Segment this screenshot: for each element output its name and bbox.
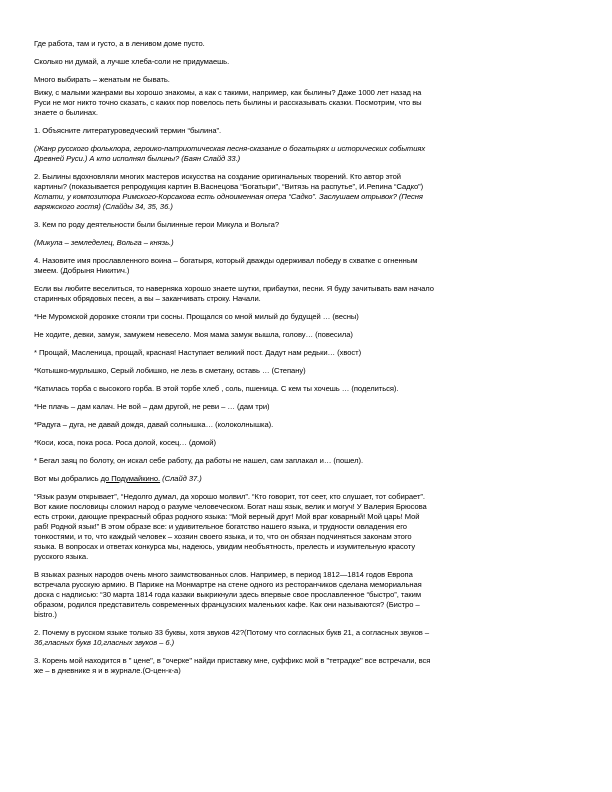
paragraph-line: образом, родился представитель современных французских маленьких кафе. Как они называются? (Бистро – [34,600,420,609]
section-link[interactable]: до Подумайкино. [100,474,161,483]
slide-ref: (Слайд 37.) [160,474,202,483]
answer-line: Кстати, у композитора Римского-Корсакова есть одноименная опера “Садко”. Заслушаем отрывок? (Песня [34,192,423,201]
paragraph-line: Если вы любите веселиться, то наверняка хорошо знаете шутки, прибаутки, песни. Я буду зачитывать вам начало [34,284,434,293]
paragraph-line: раб! Родной язык!” В этом образе все: и удивительное богатство нашего языка, и трудности овладения его [34,522,407,531]
paragraph-line: доска с надписью: “30 марта 1814 года казаки выкрикнули здесь впервые свое прославленное “быстро”, таким [34,590,422,599]
song-line: *Не плачь – дам калач. Не вой – дам другой, не реви – … (дам три) [34,402,270,411]
question-line: 2. Почему в русском языке только 33 буквы, хотя звуков 42?(Потому что согласных букв 21, а согласных звуков – [34,628,430,637]
paragraph-line: знаете о былинах. [34,108,98,117]
paragraph-line: “Язык разум открывает”, “Недолго думал, да хорошо молвил”. “Кто говорит, тот сеет, кто слушает, тот собирает”. [34,492,425,501]
song-line: *Катилась торба с высокого горба. В этой торбе хлеб , соль, пшеница. С кем ты хочешь … (поделиться). [34,384,399,393]
question-line: 3. Корень мой находится в " цене", в "очерке" найди приставку мне, суффикс мой в "тетрадке" все встречали, вся [34,656,431,665]
answer-line: 36,гласных букв 10,гласных звуков – 6.) [34,638,175,647]
answer-line: Древней Руси.) А кто исполнял былины? (Баян Слайд 33.) [34,154,241,163]
answer-line: (Микула – земледелец, Вольга – князь.) [34,238,174,247]
paragraph-line: Вижу, с малыми жанрами вы хорошо знакомы, а как с такими, например, как былины? Даже 1000 лет назад на [34,88,422,97]
section-line [34,474,579,484]
paragraph-line: встречала русскую армию. В Париже на Монмартре на стене одного из ресторанчиков сделана мемориальная [34,580,422,589]
paragraph-line: Руси не мог никто точно сказать, с каких пор повелось петь былины и рассказывать сказки. Посмотрим, что вы [34,98,422,107]
question-line: 3. Кем по роду деятельности были былинные герои Микула и Вольга? [34,220,279,229]
proverb-line: Где работа, там и густо, а в ленивом доме пусто. [34,39,205,48]
paragraph-line: bistro.) [34,610,57,619]
song-line: * Прощай, Масленица, прощай, красная! Наступает великий пост. Дадут нам редьки… (хвост) [34,348,362,357]
answer-line: варяжского гостя) (Слайды 34, 35, 36.) [34,202,173,211]
song-line: *Котышко-мурлышко, Серый лобишко, не лезь в сметану, оставь … (Степану) [34,366,306,375]
answer-line: (Жанр русского фольклора, героико-патриотическая песня-сказание о богатырях и исторических событиях [34,144,426,153]
song-line: *Радуга – дуга, не давай дождя, давай солнышка… (колоколнышка). [34,420,274,429]
song-line: * Бегал заяц по болоту, он искал себе работу, да работы не нашел, сам заплакал и… (пошел). [34,456,364,465]
question-line: картины? (показывается репродукция картин В.Васнецова “Богатыри”, “Витязь на распутье”, И.Репина “Садко”) [34,182,424,191]
song-line: *Не Муромской дорожке стояли три сосны. Прощался со мной милый до будущей … (весны) [34,312,359,321]
song-line: *Коси, коса, пока роса. Роса долой, косец… (домой) [34,438,216,447]
paragraph-line: есть строки, дающие прекрасный образ родного языка: “Мой верный друг! Мой враг коварный! Мой царь! Мой [34,512,420,521]
section-text: Вот мы добрались [34,474,101,483]
proverb-line: Много выбирать – женатым не бывать. [34,75,170,84]
song-line: Не ходите, девки, замуж, замужем невесело. Моя мама замуж вышла, голову… (повесила) [34,330,353,339]
paragraph-line: В языках разных народов очень много заимствованных слов. Например, в период 1812—1814 годов Европа [34,570,413,579]
question-line: же – в дневнике я и в журнале.(О-цен-к-а) [34,666,181,675]
paragraph-line: тонкостями, и то, что каждый человек – хозяин своего языка, и то, что он обязан подчиняться законам этого [34,532,412,541]
question-line: 2. Былины вдохновляли многих мастеров искусства на создание оригинальных творений. Кто автор этой [34,172,401,181]
proverb-line: Сколько ни думай, а лучше хлеба-соли не придумаешь. [34,57,230,66]
question-line: 1. Объясните литературоведческий термин “былина”. [34,126,222,135]
paragraph-line: старинных обрядовых песен, а вы – заканчивать строку. Начали. [34,294,261,303]
paragraph-line: Вот какие пословицы сложил народ о разуме человеческом. Богат наш язык, велик и могуч! У Валерия Брюсова [34,502,427,511]
paragraph-line: языка. В вопросах и ответах конкурса мы, надеюсь, увидим необъятность, прелесть и изумительную красоту [34,542,416,551]
question-line: змеем. (Добрыня Никитич.) [34,266,130,275]
question-line: 4. Назовите имя прославленного воина – богатыря, который дважды одерживал победу в схватке с огненным [34,256,418,265]
paragraph-line: русского языка. [34,552,89,561]
